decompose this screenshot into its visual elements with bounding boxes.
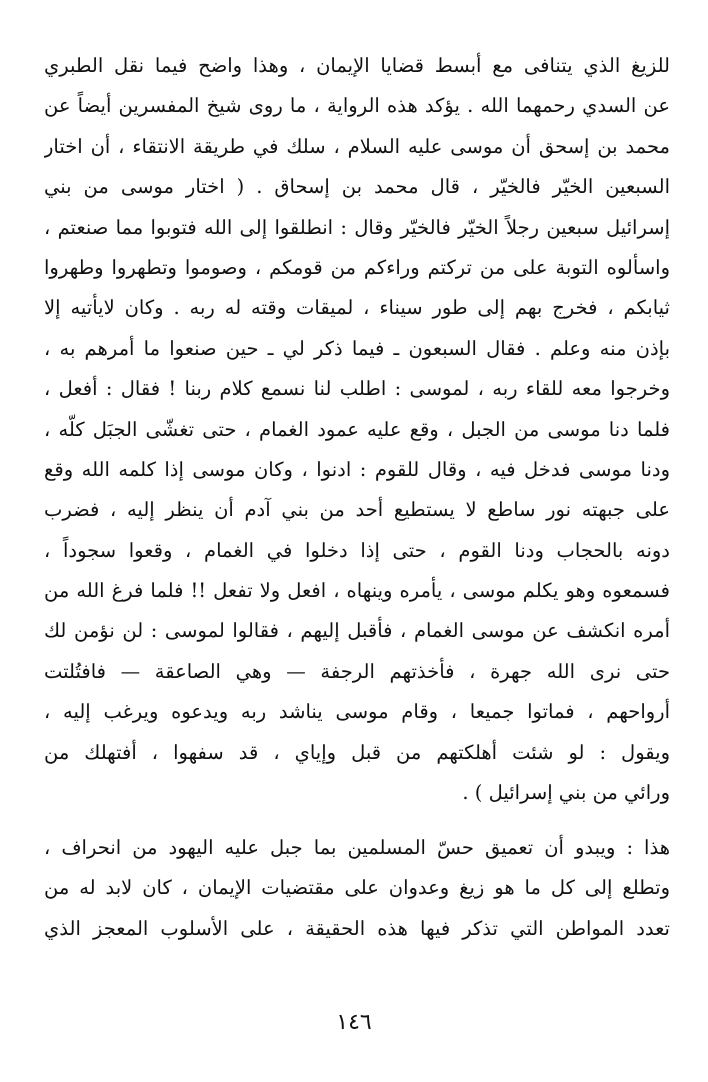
- page-number: ١٤٦: [336, 1010, 372, 1035]
- text-line: تعدد المواطن التي تذكر فيها هذه الحقيقة ، على الأسلوب المعجز الذي: [44, 916, 670, 940]
- text-line: عن السدي رحمهما الله . يؤكد هذه الرواية ، ما روى شيخ المفسرين أيضاً عن: [44, 94, 670, 118]
- text-line: وتطلع إلى كل ما هو زيغ وعدوان على مقتضيات الإيمان ، كان لابد له من: [44, 876, 670, 900]
- text-line: على جبهته نور ساطع لا يستطيع أحد من بني آدم أن ينظر إليه ، فضرب: [44, 498, 670, 522]
- text-line: حتى نرى الله جهرة ، فأخذتهم الرجفة — وهي الصاعقة — فافتُلتت: [44, 659, 670, 683]
- text-line: أرواحهم ، فماتوا جميعا ، وقام موسى يناشد ربه ويدعوه ويرغب إليه ،: [44, 700, 670, 724]
- text-line: إسرائيل سبعين رجلاً الخيّر فالخيّر وقال : انطلقوا إلى الله فتوبوا مما صنعتم ،: [44, 215, 670, 239]
- text-line: وخرجوا معه للقاء ربه ، لموسى : اطلب لنا نسمع كلام ربنا ! فقال : أفعل ،: [44, 377, 670, 401]
- text-line: فسمعوه وهو يكلم موسى ، يأمره وينهاه ، افعل ولا تفعل !! فلما فرغ الله من: [44, 579, 670, 603]
- text-line: للزيغ الذي يتنافى مع أبسط قضايا الإيمان ، وهذا واضح فيما نقل الطبري: [44, 54, 670, 77]
- text-line: بإذن منه وعلم . فقال السبعون ـ فيما ذكر لي ـ حين صنعوا ما أمرهم به ،: [44, 336, 670, 360]
- text-line: ورائي من بني إسرائيل ) .: [462, 781, 670, 805]
- text-line: واسألوه التوبة على من تركتم وراءكم من قومكم ، وصوموا وتطهروا وطهروا: [44, 255, 670, 279]
- text-line: أمره انكشف عن موسى الغمام ، فأقبل إليهم ، فقالوا لموسى : لن نؤمن لك: [44, 619, 670, 643]
- text-line: ودنا موسى فدخل فيه ، وقال للقوم : ادنوا ، وكان موسى إذا كلمه الله وقع: [44, 457, 670, 481]
- text-line: ويقول : لو شئت أهلكتهم من قبل وإياي ، قد سفهوا ، أفتهلك من: [44, 740, 670, 764]
- text-line: السبعين الخيّر فالخيّر ، قال محمد بن إسحاق . ( اختار موسى من بني: [44, 175, 670, 199]
- text-line: هذا : ويبدو أن تعميق حسّ المسلمين بما جبل عليه اليهود من انحراف ،: [44, 836, 670, 859]
- text-line: فلما دنا موسى من الجبل ، وقع عليه عمود الغمام ، حتى تغشّى الجبَل كلّه ،: [44, 417, 670, 441]
- text-line: دونه بالحجاب ودنا القوم ، حتى إذا دخلوا في الغمام ، وقعوا سجوداً ،: [44, 538, 670, 562]
- paragraph-2: [44, 828, 670, 949]
- text-line: ثيابكم ، فخرج بهم إلى طور سيناء ، لميقات وقته له ربه . وكان لايأتيه إلا: [44, 296, 670, 320]
- text-line: محمد بن إسحق أن موسى عليه السلام ، سلك في طريقة الانتقاء ، أن اختار: [44, 134, 670, 158]
- paragraph-1: [44, 46, 670, 813]
